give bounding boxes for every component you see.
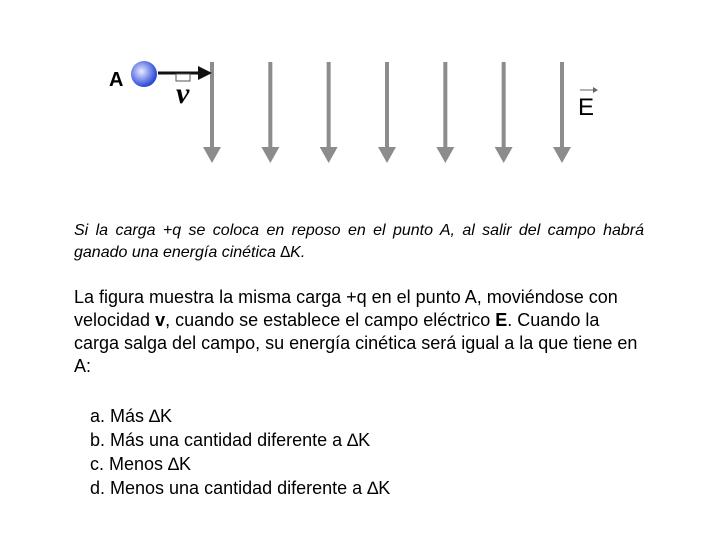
intro-statement: Si la carga +q se coloca en reposo en el punto A, al salir del campo habrá ganado una energía cinética ∆K.: [74, 222, 644, 261]
charge-particle: [131, 61, 157, 87]
answer-options: [90, 404, 390, 500]
field-symbol: E: [495, 310, 508, 330]
field-line-arrow: [553, 62, 571, 163]
electric-field-lines: [203, 62, 571, 163]
field-line-arrow: [320, 62, 338, 163]
point-a-label: A: [109, 69, 124, 91]
field-line-arrow: [203, 62, 221, 163]
field-diagram: [0, 0, 720, 200]
field-line-arrow: [378, 62, 396, 163]
field-vector-arrowhead: [593, 87, 598, 93]
option-c[interactable]: c. Menos ∆K: [90, 454, 192, 474]
paragraph-text-1: La figura muestra la misma carga +q en el punto A, moviéndose con velocidad: [74, 287, 618, 330]
velocity-label: v: [176, 77, 190, 110]
option-a[interactable]: a. Más ∆K: [90, 406, 173, 426]
option-d[interactable]: d. Menos una cantidad diferente a ∆K: [90, 478, 391, 498]
velocity-symbol: v: [155, 310, 166, 330]
field-line-arrow: [436, 62, 454, 163]
paragraph-text-2: , cuando se establece el campo eléctrico: [165, 310, 496, 330]
question-paragraph: [74, 286, 644, 378]
field-label: E: [578, 94, 595, 121]
option-b[interactable]: b. Más una cantidad diferente a ∆K: [90, 430, 371, 450]
field-line-arrow: [261, 62, 279, 163]
field-line-arrow: [495, 62, 513, 163]
paragraph-text-3: . Cuando la carga salga del campo, su energía cinética será igual a la que tiene en A:: [74, 310, 638, 376]
